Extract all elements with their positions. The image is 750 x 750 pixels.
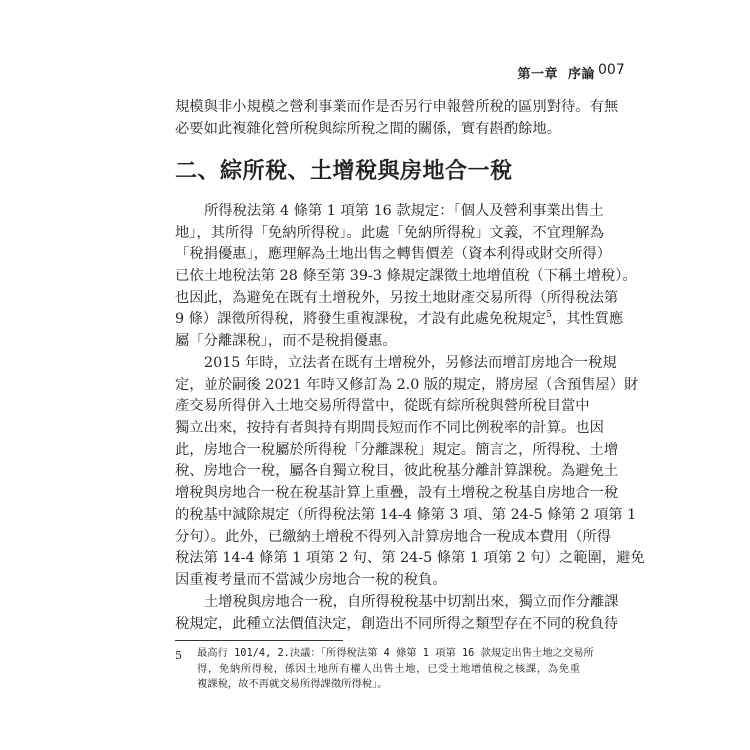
text-line: 增稅與房地合一稅在稅基計算上重疊，設有土增稅之稅基自房地合一稅 [175,485,619,502]
text-line: 獨立出來，按持有者與持有期間長短而作不同比例稅率的計算。也因 [175,420,604,437]
text-line: 2015 年時，立法者在既有土增稅外，另修法而增訂房地合一稅規 [204,355,617,371]
text-line: 已依土地稅法第 28 條至第 39-3 條規定課徵土地增值稅（下稱土增稅）。 [175,268,637,285]
page-number: 007 [598,62,625,78]
running-header [517,63,595,82]
text-segment: 9 條）課徵所得稅，將發生重複課稅，才設有此處免稅規定 [175,311,547,328]
footnote-number: 5 [175,649,182,662]
footnote-line: 最高行 101/4, 2.決議：「所得稅法第 4 條第 1 項第 16 款規定出售土地之交易所 [197,647,594,659]
footnote-text [197,646,594,693]
text-line: 屬「分離課稅」，而不是稅捐優惠。 [175,333,397,350]
paragraph-1 [175,201,637,353]
footnote-line: 得，免納所得稅，係因土地所有權人出售土地，已受土地增值稅之核課，為免重 [197,662,580,675]
footnote-reference[interactable]: 5 [546,310,552,321]
text-line: 定，並於嗣後 2021 年時又修訂為 2.0 版的規定，將房屋（含預售屋）財 [175,376,639,393]
text-line: 規模與非小規模之營利事業而作是否另行申報營所稅的區別對待。有無 [175,99,619,115]
text-line: 的稅基中減除規定（所得稅法第 14-4 條第 3 項、第 24-5 條第 2 項第 1 [175,506,637,523]
text-line: 分句）。此外，已繳納土增稅不得列入計算房地合一稅成本費用（所得 [175,528,612,545]
footnote-line: 複課稅，故不再就交易所得課徵所得稅」。 [197,678,388,690]
section-heading: 二、綜所稅、土增稅與房地合一稅 [175,158,513,184]
text-line: 稅規定，此種立法價值決定，創造出不同所得之類型存在不同的稅負待 [175,615,619,632]
chapter-label: 第一章 [517,67,558,82]
text-line: 產交易所得併入土地交易所得當中，從既有綜所稅與營所稅目當中 [175,398,590,415]
text-line: 也因此，為避免在既有土增稅外，另按土地財產交易所得（所得稅法第 [175,289,619,306]
text-line: 土增稅與房地合一稅，自所得稅稅基中切割出來，獨立而作分離課 [204,594,619,610]
text-line: 地」，其所得「免納所得稅」。此處「免納所得稅」文義，不宜理解為 [175,224,604,241]
paragraph-2 [175,353,645,592]
paragraph-3 [175,592,619,635]
text-line: 此，房地合一稅屬於所得稅「分離課稅」規定。簡言之，所得稅、土增 [175,441,619,458]
text-line: 「稅捐優惠」，應理解為土地出售之轉售價差（資本利得或財交所得） [175,246,612,263]
footnote-divider [175,640,343,641]
text-line: 因重複考量而不當減少房地合一稅的稅負。 [175,571,447,588]
text-line: 所得稅法第 4 條第 1 項第 16 款規定：「個人及營利事業出售土 [204,203,604,219]
text-segment: ，其性質應 [551,311,624,328]
text-line: 必要如此複雜化營所稅與綜所稅之間的關係，實有斟酌餘地。 [175,120,562,137]
text-line-with-footnote [175,309,624,331]
text-line: 稅法第 14-4 條第 1 項第 2 句、第 24-5 條第 1 項第 2 句）之範圍，避免 [175,550,645,567]
text-line: 稅、房地合一稅，屬各自獨立稅目，彼此稅基分離計算課稅。為避免土 [175,463,619,480]
intro-paragraph [175,97,619,140]
chapter-title: 序論 [567,67,595,82]
